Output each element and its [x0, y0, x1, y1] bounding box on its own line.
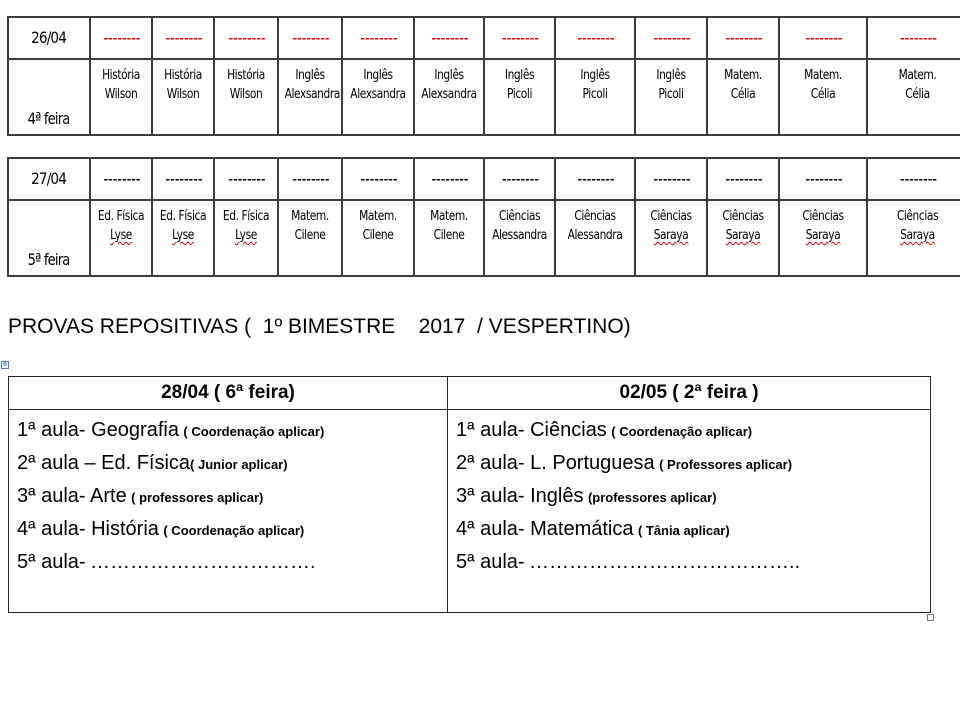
slot-placeholder-dashes: -------- — [291, 173, 329, 186]
slot-placeholder-dashes: -------- — [501, 32, 538, 45]
slot-teacher: Wilson — [104, 87, 138, 102]
retake-lesson: 3ª aula- Inglês (professores aplicar) — [456, 485, 717, 507]
retake-lesson: 2ª aula – Ed. Física( Junior aplicar) — [17, 452, 288, 474]
slot-subject: Ciências — [896, 209, 939, 224]
slot-teacher — [221, 226, 272, 245]
slot-subject: Matem. — [359, 209, 397, 224]
slot-placeholder-dashes: -------- — [652, 32, 690, 45]
retake-day-header: 02/05 ( 2ª feira ) — [448, 377, 931, 410]
slot-cell — [484, 200, 555, 276]
slot-teacher: Alexsandra — [284, 87, 340, 102]
slot-header-cell — [342, 17, 414, 59]
retake-lesson: 2ª aula- L. Portuguesa ( Professores aplicar) — [456, 452, 793, 474]
schedule-weekday: 4ª feira — [28, 109, 70, 128]
slot-header-cell — [635, 17, 707, 59]
date-cell — [8, 17, 90, 59]
slot-subject: Matem. — [804, 68, 842, 83]
slot-header-cell — [867, 158, 960, 200]
slot-header-cell — [90, 158, 152, 200]
slot-teacher: Picoli — [506, 87, 533, 102]
retake-day-column — [448, 410, 931, 613]
slot-header-cell — [707, 158, 779, 200]
slot-header-cell — [214, 158, 278, 200]
slot-cell — [278, 59, 342, 135]
slot-subject: História — [102, 68, 140, 83]
slot-header-cell — [484, 17, 555, 59]
slot-subject: Inglês — [363, 68, 393, 83]
slot-placeholder-dashes: -------- — [359, 32, 397, 45]
retake-lesson: 5ª aula- ………………………………….. — [456, 551, 801, 573]
slot-cell — [152, 200, 214, 276]
slot-teacher: Picoli — [582, 87, 608, 102]
schedule-weekday: 5ª feira — [28, 250, 70, 269]
slot-cell — [214, 59, 278, 135]
slot-teacher: Wilson — [166, 87, 200, 102]
slot-placeholder-dashes: -------- — [164, 32, 202, 45]
slot-header-cell — [278, 158, 342, 200]
slot-subject: Ciências — [498, 209, 541, 224]
slot-header-cell — [867, 17, 960, 59]
slot-teacher: Alessandra — [492, 228, 547, 243]
slot-header-cell — [152, 17, 214, 59]
slot-subject: Inglês — [504, 68, 535, 83]
slot-teacher: Cilene — [294, 228, 326, 243]
date-cell — [8, 158, 90, 200]
slot-subject: Ed. Física — [97, 209, 145, 224]
slot-header-cell — [152, 158, 214, 200]
slot-subject: Ed. Física — [222, 209, 270, 224]
slot-cell — [867, 59, 960, 135]
slot-header-cell — [635, 158, 707, 200]
slot-placeholder-dashes: -------- — [164, 173, 202, 186]
retake-lesson: 1ª aula- Geografia ( Coordenação aplicar) — [17, 419, 325, 441]
slot-teacher: Alessandra — [567, 228, 623, 243]
slot-teacher: Cilene — [362, 228, 394, 243]
slot-header-cell — [555, 158, 635, 200]
slot-subject: Matem. — [724, 68, 762, 83]
slot-header-cell — [484, 158, 555, 200]
slot-subject: Inglês — [656, 68, 686, 83]
slot-subject: Ciências — [574, 209, 616, 224]
slot-subject: Inglês — [580, 68, 610, 83]
slot-header-cell — [779, 17, 867, 59]
slot-teacher — [158, 226, 207, 245]
slot-subject: Matem. — [291, 209, 329, 224]
slot-subject: Ed. Física — [159, 209, 207, 224]
retake-day-header: 28/04 ( 6ª feira) — [9, 377, 448, 410]
weekday-cell — [8, 59, 90, 135]
slot-subject: Matem. — [898, 68, 937, 83]
slot-teacher — [642, 226, 699, 245]
spellcheck-underline: Saraya — [725, 228, 761, 243]
slot-cell — [414, 200, 484, 276]
slot-header-cell — [707, 17, 779, 59]
slot-cell — [152, 59, 214, 135]
slot-placeholder-dashes: -------- — [724, 32, 762, 45]
schedule-date: 26/04 — [31, 28, 67, 47]
slot-placeholder-dashes: -------- — [724, 173, 762, 186]
slot-cell — [867, 200, 960, 276]
slot-cell — [707, 59, 779, 135]
slot-teacher — [788, 226, 859, 245]
slot-subject: Inglês — [434, 68, 464, 83]
slot-header-cell — [342, 158, 414, 200]
slot-header-cell — [414, 17, 484, 59]
table-resize-handle[interactable] — [927, 614, 934, 621]
slot-teacher — [96, 226, 145, 245]
retake-lesson: 4ª aula- Matemática ( Tânia aplicar) — [456, 518, 730, 540]
slot-placeholder-dashes: -------- — [291, 32, 329, 45]
slot-header-cell — [278, 17, 342, 59]
slot-placeholder-dashes: -------- — [227, 173, 265, 186]
spellcheck-underline: Saraya — [900, 228, 935, 243]
schedule-date: 27/04 — [31, 169, 67, 188]
slot-cell — [707, 200, 779, 276]
slot-teacher: Célia — [810, 87, 836, 102]
retake-lesson: 3ª aula- Arte ( professores aplicar) — [17, 485, 264, 507]
slot-subject: Ciências — [722, 209, 764, 224]
section-title: PROVAS REPOSITIVAS ( 1º BIMESTRE 2017 / VESPERTINO) — [8, 315, 631, 338]
slot-subject: Matem. — [430, 209, 468, 224]
retake-lesson: 1ª aula- Ciências ( Coordenação aplicar) — [456, 419, 753, 441]
slot-subject: História — [227, 68, 265, 83]
slot-placeholder-dashes: -------- — [899, 173, 936, 186]
slot-placeholder-dashes: -------- — [899, 32, 936, 45]
slot-cell — [342, 59, 414, 135]
slot-placeholder-dashes: -------- — [501, 173, 538, 186]
slot-teacher — [714, 226, 771, 245]
spellcheck-underline: Lyse — [172, 228, 194, 243]
slot-teacher: Wilson — [229, 87, 263, 102]
slot-cell — [414, 59, 484, 135]
schedule-table-2 — [7, 157, 960, 277]
slot-teacher: Picoli — [658, 87, 684, 102]
weekday-cell — [8, 200, 90, 276]
slot-cell — [779, 200, 867, 276]
slot-placeholder-dashes: -------- — [576, 32, 614, 45]
slot-placeholder-dashes: -------- — [804, 173, 842, 186]
slot-teacher: Cilene — [433, 228, 465, 243]
slot-placeholder-dashes: -------- — [652, 173, 690, 186]
slot-placeholder-dashes: -------- — [102, 32, 140, 45]
retake-lesson: 4ª aula- História ( Coordenação aplicar) — [17, 518, 305, 540]
slot-cell — [555, 200, 635, 276]
spellcheck-underline: Lyse — [110, 228, 132, 243]
slot-cell — [90, 200, 152, 276]
slot-placeholder-dashes: -------- — [102, 173, 140, 186]
slot-placeholder-dashes: -------- — [430, 173, 468, 186]
slot-cell — [635, 200, 707, 276]
slot-teacher: Célia — [730, 87, 756, 102]
slot-cell — [342, 200, 414, 276]
slot-subject: Ciências — [802, 209, 844, 224]
slot-placeholder-dashes: -------- — [430, 32, 468, 45]
slot-cell — [214, 200, 278, 276]
spellcheck-underline: Lyse — [235, 228, 257, 243]
spellcheck-underline: Saraya — [805, 228, 841, 243]
slot-teacher — [877, 226, 958, 245]
slot-header-cell — [90, 17, 152, 59]
slot-cell — [278, 200, 342, 276]
slot-placeholder-dashes: -------- — [227, 32, 265, 45]
slot-cell — [90, 59, 152, 135]
slot-cell — [779, 59, 867, 135]
retake-lesson: 5ª aula- ……………………………. — [17, 551, 316, 573]
slot-cell — [635, 59, 707, 135]
schedule-table-1 — [7, 16, 960, 136]
slot-subject: Inglês — [295, 68, 325, 83]
slot-teacher: Alexsandra — [350, 87, 406, 102]
slot-header-cell — [779, 158, 867, 200]
slot-teacher: Célia — [905, 87, 930, 102]
slot-header-cell — [414, 158, 484, 200]
slot-subject: Ciências — [650, 209, 692, 224]
table-move-handle-icon[interactable]: ✥ — [2, 362, 8, 368]
spellcheck-underline: Saraya — [653, 228, 689, 243]
slot-cell — [484, 59, 555, 135]
slot-teacher: Alexsandra — [421, 87, 477, 102]
slot-placeholder-dashes: -------- — [576, 173, 614, 186]
slot-subject: História — [164, 68, 202, 83]
slot-cell — [555, 59, 635, 135]
slot-placeholder-dashes: -------- — [359, 173, 397, 186]
slot-header-cell — [555, 17, 635, 59]
retake-day-column — [9, 410, 448, 613]
slot-header-cell — [214, 17, 278, 59]
retake-exams-table — [8, 376, 931, 613]
slot-placeholder-dashes: -------- — [804, 32, 842, 45]
